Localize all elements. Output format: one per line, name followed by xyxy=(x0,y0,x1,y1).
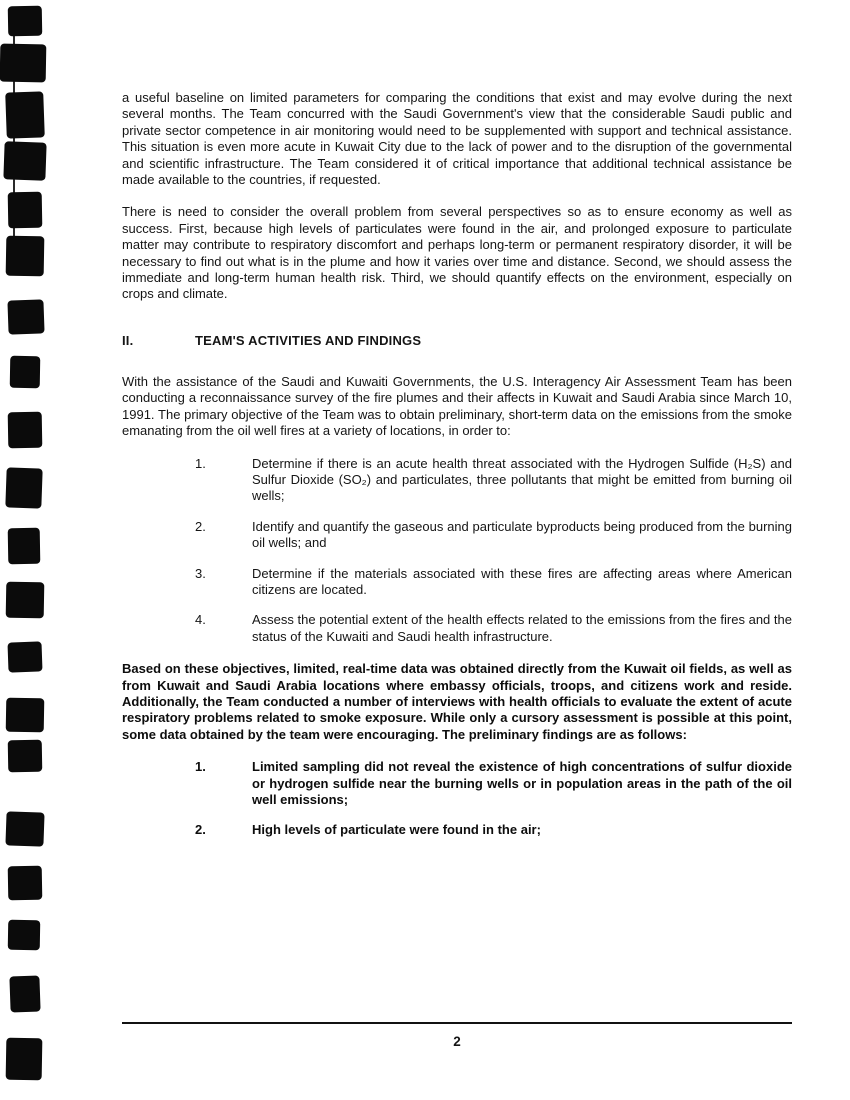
binding-mark xyxy=(8,6,43,37)
list-item-text: Determine if there is an acute health threat associated with the Hydrogen Sulfide (H₂S) and Sulfur Dioxide (SO₂) and particulates, three pollutants that might be emitted from burning oil wells; xyxy=(252,455,792,504)
binding-mark xyxy=(6,698,45,733)
list-item xyxy=(195,519,792,552)
list-item-number: 2. xyxy=(195,518,206,534)
list-item-number: 2. xyxy=(195,822,206,838)
paragraph-baseline: a useful baseline on limited parameters for comparing the conditions that exist and may evolve during the next several months. The Team concurred with the Saudi Government's view that the considerable Saudi public and private sector competence in air monitoring would need to be supplemented with support and technical assistance. This situation is even more acute in Kuwait City due to the lack of power and to the disruption of the governmental and scientific infrastructure. The Team considered it of critical importance that additional technical assistance be made available to the countries, if requested. xyxy=(122,90,792,188)
findings-list xyxy=(122,759,792,839)
list-item-number: 1. xyxy=(195,455,206,471)
binding-mark xyxy=(7,641,42,672)
list-item-text: Identify and quantify the gaseous and particulate byproducts being produced from the burning oil wells; and xyxy=(252,518,792,551)
section-title: TEAM'S ACTIVITIES AND FINDINGS xyxy=(195,332,422,348)
binding-mark xyxy=(5,811,44,846)
binding-mark xyxy=(10,356,41,389)
list-item xyxy=(195,612,792,645)
list-item-text: High levels of particulate were found in the air; xyxy=(252,822,541,838)
paragraph-assistance: With the assistance of the Saudi and Kuwaiti Governments, the U.S. Interagency Air Assessment Team has been conducting a reconnaissance survey of the fire plumes and their affects in Kuwait and Saudi Arabia since March 10, 1991. The primary objective of the Team was to obtain preliminary, short-term data on the emissions from the smoke emanating from the oil well fires at a variety of locations, in order to: xyxy=(122,373,792,439)
binding-mark xyxy=(5,467,42,508)
paragraph-perspectives: There is need to consider the overall problem from several perspectives so as to ensure economy as well as success. First, because high levels of particulates were found in the air, and prolonged exposure to particulate matter may contribute to respiratory discomfort and perhaps long-term or permanent respiratory disorder, it will be necessary to find out what is in the plume and how it varies over time and distance. Second, we should assess the immediate and long-term human health risk. Third, we should quantify effects on the environment, especially on crops and climate. xyxy=(122,204,792,302)
list-item xyxy=(195,456,792,505)
footer-rule xyxy=(122,1022,792,1024)
binding-mark xyxy=(6,1038,43,1081)
section-heading xyxy=(122,333,792,348)
list-item-number: 3. xyxy=(195,565,206,581)
binding-mark xyxy=(9,975,40,1012)
list-item xyxy=(195,759,792,808)
page-number: 2 xyxy=(453,1034,461,1049)
list-item-number: 1. xyxy=(195,759,206,775)
page-content xyxy=(122,90,792,855)
binding-mark xyxy=(8,866,43,901)
list-item-number: 4. xyxy=(195,612,206,628)
binding-mark xyxy=(3,141,46,180)
binding-mark xyxy=(7,299,44,334)
binding-mark xyxy=(8,192,43,229)
section-numeral: II. xyxy=(122,332,134,348)
objectives-list xyxy=(122,456,792,646)
binding-mark xyxy=(8,528,41,565)
binding-mark xyxy=(6,582,45,619)
list-item-text: Determine if the materials associated with these fires are affecting areas where American citizens are located. xyxy=(252,565,792,597)
list-item-text: Assess the potential extent of the health effects related to the emissions from the fires and the status of the Kuwaiti and Saudi health infrastructure. xyxy=(252,612,792,644)
binding-mark xyxy=(8,412,43,449)
paragraph-findings-intro: Based on these objectives, limited, real-time data was obtained directly from the Kuwait oil fields, as well as from Kuwait and Saudi Arabia locations where embassy officials, troops, and citizens work and reside. Additionally, the Team conducted a number of interviews with health officials to evaluate the extent of acute respiratory problems related to smoke exposure. While only a cursory assessment is possible at this point, some data obtained by the team were encouraging. The preliminary findings are as follows: xyxy=(122,661,792,742)
list-item xyxy=(195,822,792,838)
binding-mark xyxy=(8,740,43,773)
binding-mark xyxy=(0,44,46,83)
binding-mark xyxy=(5,91,45,138)
binding-mark xyxy=(8,920,41,951)
binding-mark xyxy=(6,236,45,277)
list-item xyxy=(195,566,792,599)
list-item-text: Limited sampling did not reveal the existence of high concentrations of sulfur dioxide or hydrogen sulfide near the burning wells or in population areas in the path of the oil well emissions; xyxy=(252,759,792,807)
